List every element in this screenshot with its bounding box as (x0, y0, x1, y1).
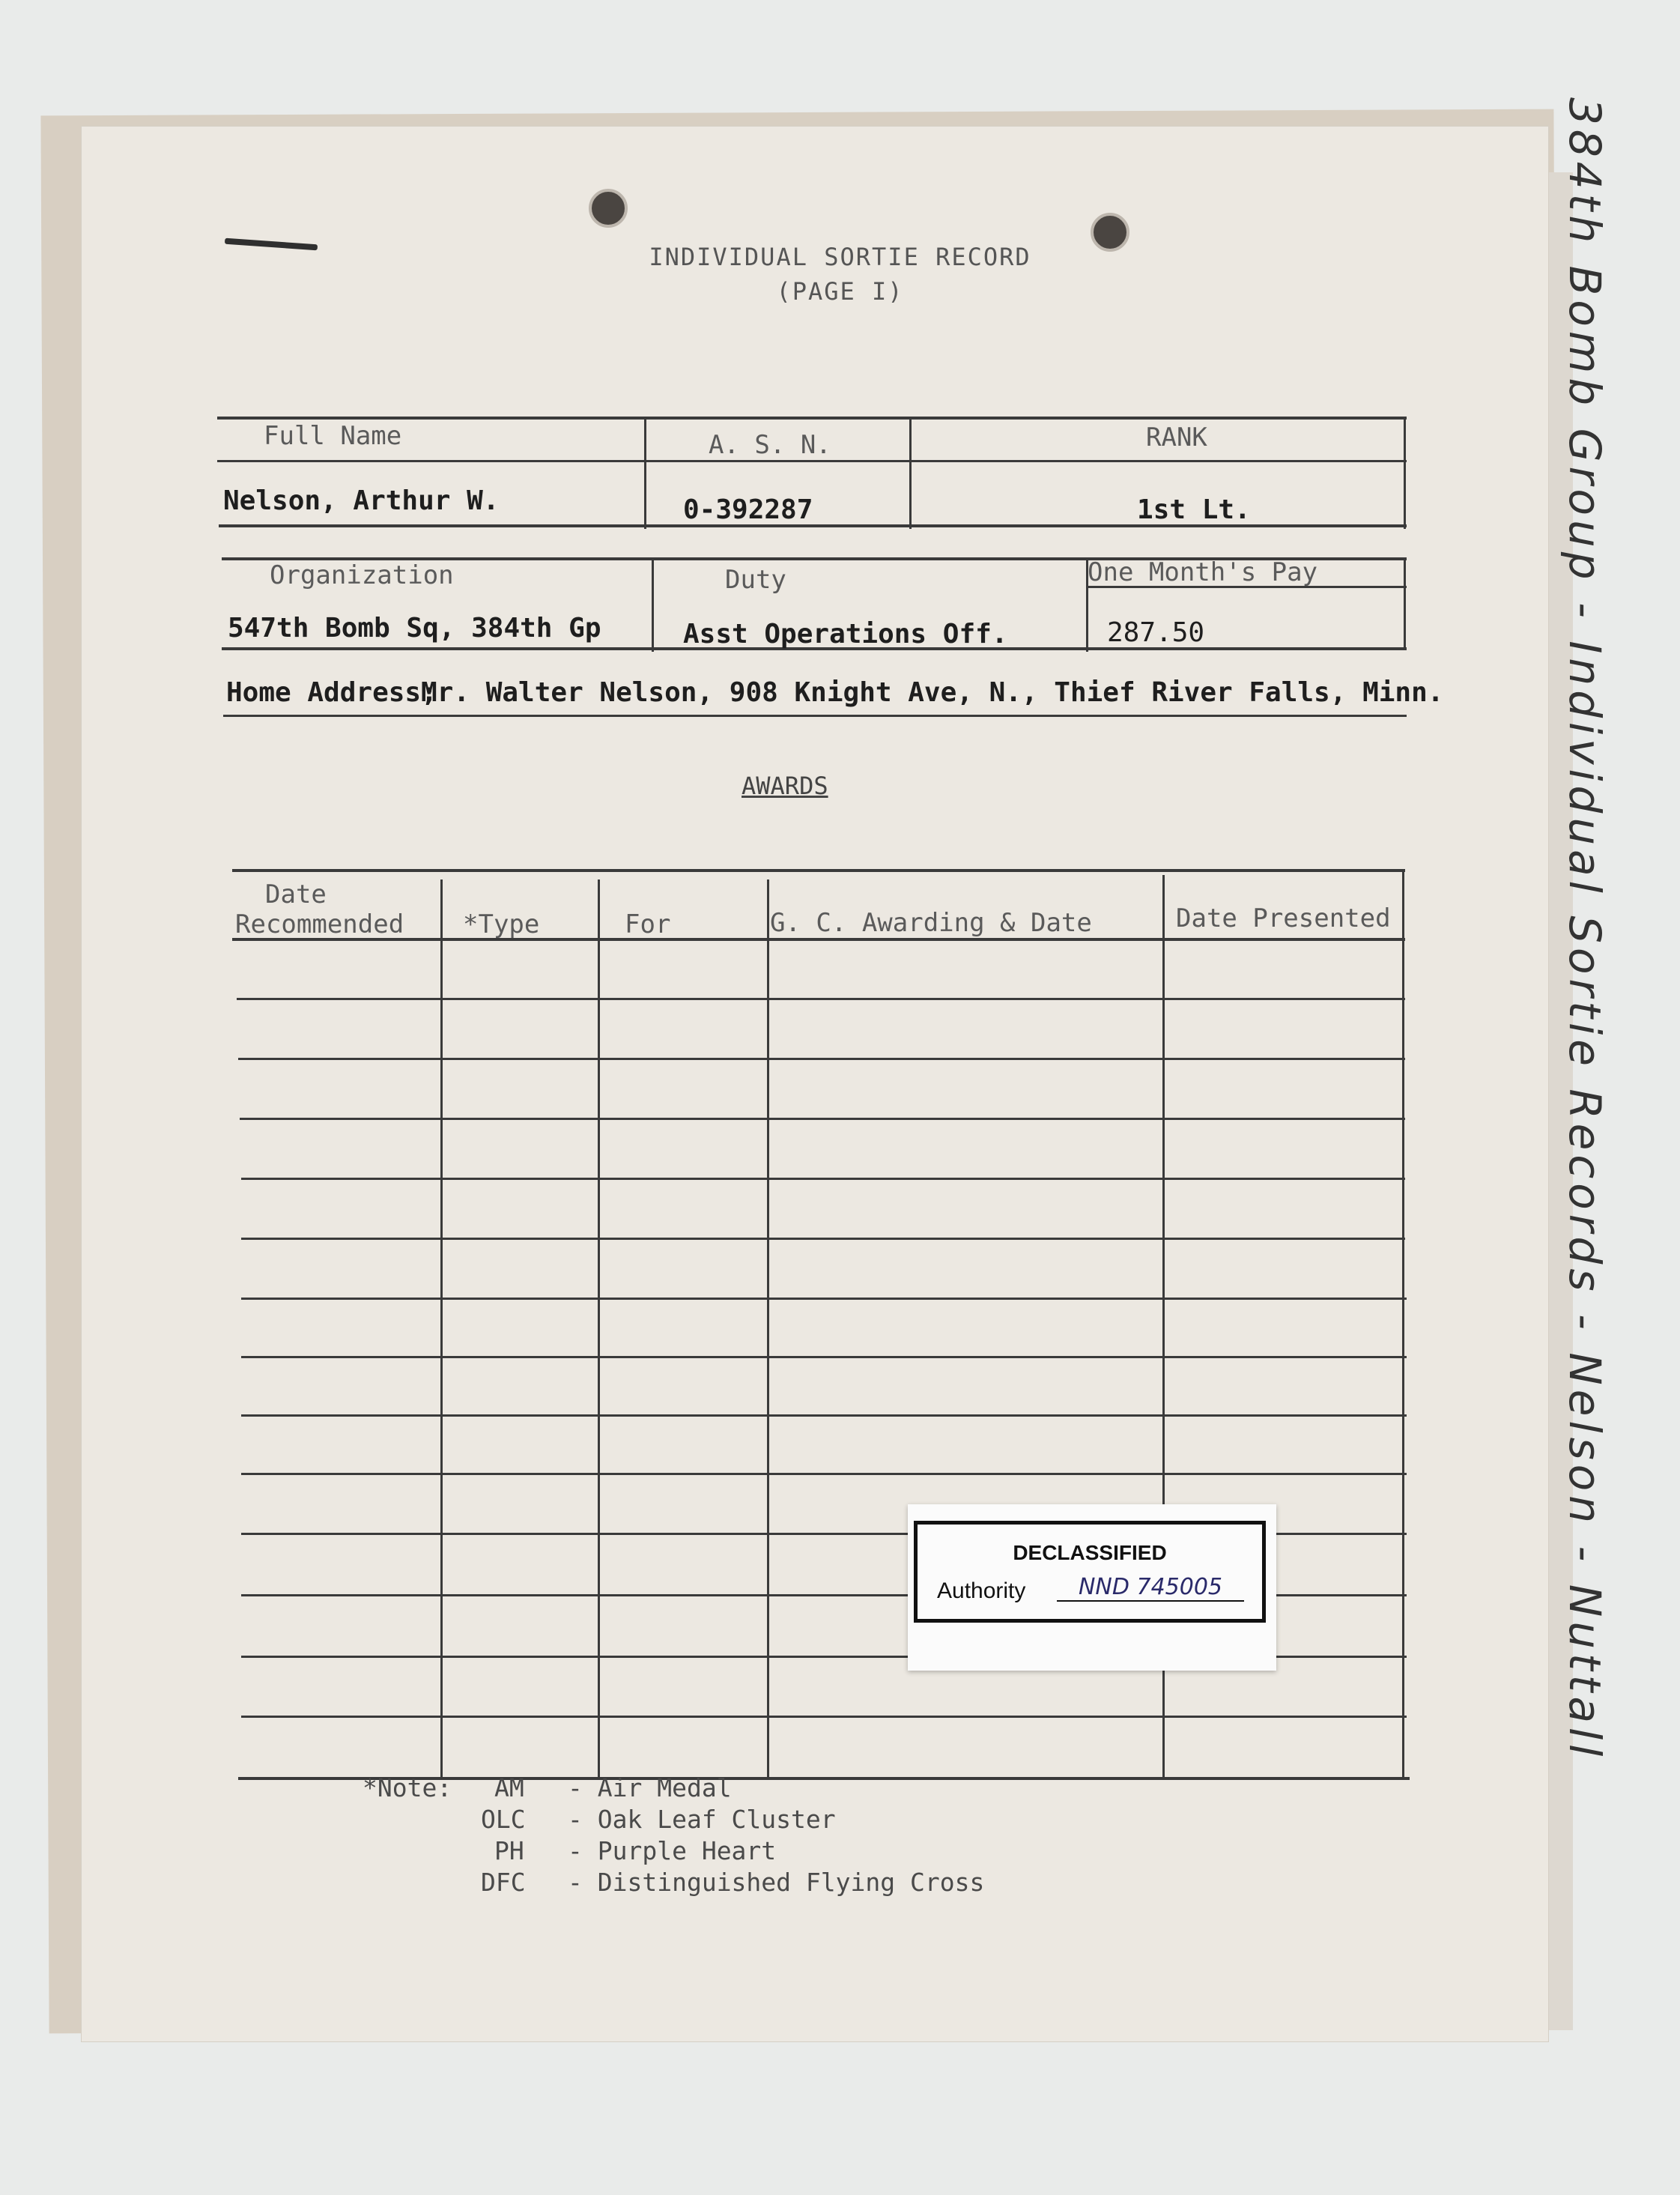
stamp-authority-number: NND 745005 (1057, 1574, 1244, 1602)
note-text: - Purple Heart (568, 1836, 777, 1865)
row-rule (241, 1178, 1405, 1180)
home-address-value: Mr. Walter Nelson, 908 Knight Ave, N., Thief River Falls, Minn. (421, 677, 1444, 708)
duty-label: Duty (725, 565, 786, 595)
asn-value: 0-392287 (683, 494, 813, 525)
document-title-block (0, 240, 1680, 309)
col-divider (1402, 872, 1404, 1778)
full-name-value: Nelson, Arthur W. (223, 485, 500, 516)
note-meaning: Distinguished Flying Cross (597, 1868, 985, 1897)
col-divider (440, 879, 443, 1778)
rule (223, 715, 1407, 717)
divider (652, 560, 654, 652)
col-header-date-line1: Date (265, 879, 327, 909)
note-label: *Note: (363, 1773, 452, 1802)
row-rule (240, 1118, 1405, 1120)
stamp-authority-label: Authority (937, 1578, 1026, 1603)
full-name-label: Full Name (264, 421, 402, 451)
pay-label: One Month's Pay (1088, 557, 1318, 587)
stamp-border (914, 1521, 1266, 1623)
note-meaning: Air Medal (597, 1773, 732, 1802)
row-rule (241, 1298, 1407, 1300)
row-rule (237, 998, 1405, 1000)
rule (217, 417, 1407, 420)
document-page (81, 126, 1549, 2042)
col-header-type: *Type (463, 909, 540, 939)
declassified-stamp (908, 1504, 1276, 1671)
punch-hole-left (589, 189, 628, 228)
col-header-date-presented: Date Presented (1176, 903, 1391, 933)
note-meaning: Purple Heart (597, 1836, 777, 1865)
duty-value: Asst Operations Off. (683, 619, 1008, 650)
divider (644, 420, 646, 529)
table-top-rule (232, 869, 1405, 872)
margin-note: 384th Bomb Group - Individual Sortie Records - Nelson - Nuttall (1559, 97, 1610, 1761)
rank-label: RANK (1146, 423, 1207, 452)
asn-label: A. S. N. (709, 430, 831, 460)
rank-value: 1st Lt. (1137, 494, 1251, 525)
note-text: - Distinguished Flying Cross (568, 1868, 985, 1897)
row-rule (238, 1058, 1405, 1060)
home-address-label: Home Address; (226, 677, 437, 708)
note-code: OLC (481, 1805, 526, 1834)
row-rule (241, 1716, 1407, 1718)
col-header-for: For (625, 909, 671, 939)
note-code: AM (494, 1773, 524, 1802)
divider (1404, 557, 1406, 650)
document-subtitle: (PAGE I) (776, 277, 904, 306)
organization-label: Organization (270, 560, 454, 590)
header-rule (232, 938, 1405, 941)
row-rule (241, 1473, 1407, 1475)
awards-heading: AWARDS (742, 772, 828, 800)
divider (1404, 420, 1406, 529)
row-rule (241, 1414, 1407, 1417)
pay-value: 287.50 (1107, 617, 1205, 648)
note-code: PH (494, 1836, 524, 1865)
col-header-gc: G. C. Awarding & Date (770, 908, 1092, 938)
row-rule (241, 1238, 1405, 1240)
note-meaning: Oak Leaf Cluster (597, 1805, 836, 1834)
divider (909, 420, 912, 529)
note-text: - Air Medal (568, 1773, 732, 1802)
stamp-title: DECLASSIFIED (1013, 1541, 1167, 1564)
document-title: INDIVIDUAL SORTIE RECORD (649, 243, 1031, 271)
col-header-date-line2: Recommended (235, 909, 404, 939)
col-divider (598, 879, 600, 1778)
rule (217, 460, 1407, 462)
organization-value: 547th Bomb Sq, 384th Gp (228, 613, 601, 644)
note-text: - Oak Leaf Cluster (568, 1805, 836, 1834)
note-code: DFC (481, 1868, 526, 1897)
col-divider (767, 879, 769, 1778)
row-rule (241, 1356, 1407, 1358)
